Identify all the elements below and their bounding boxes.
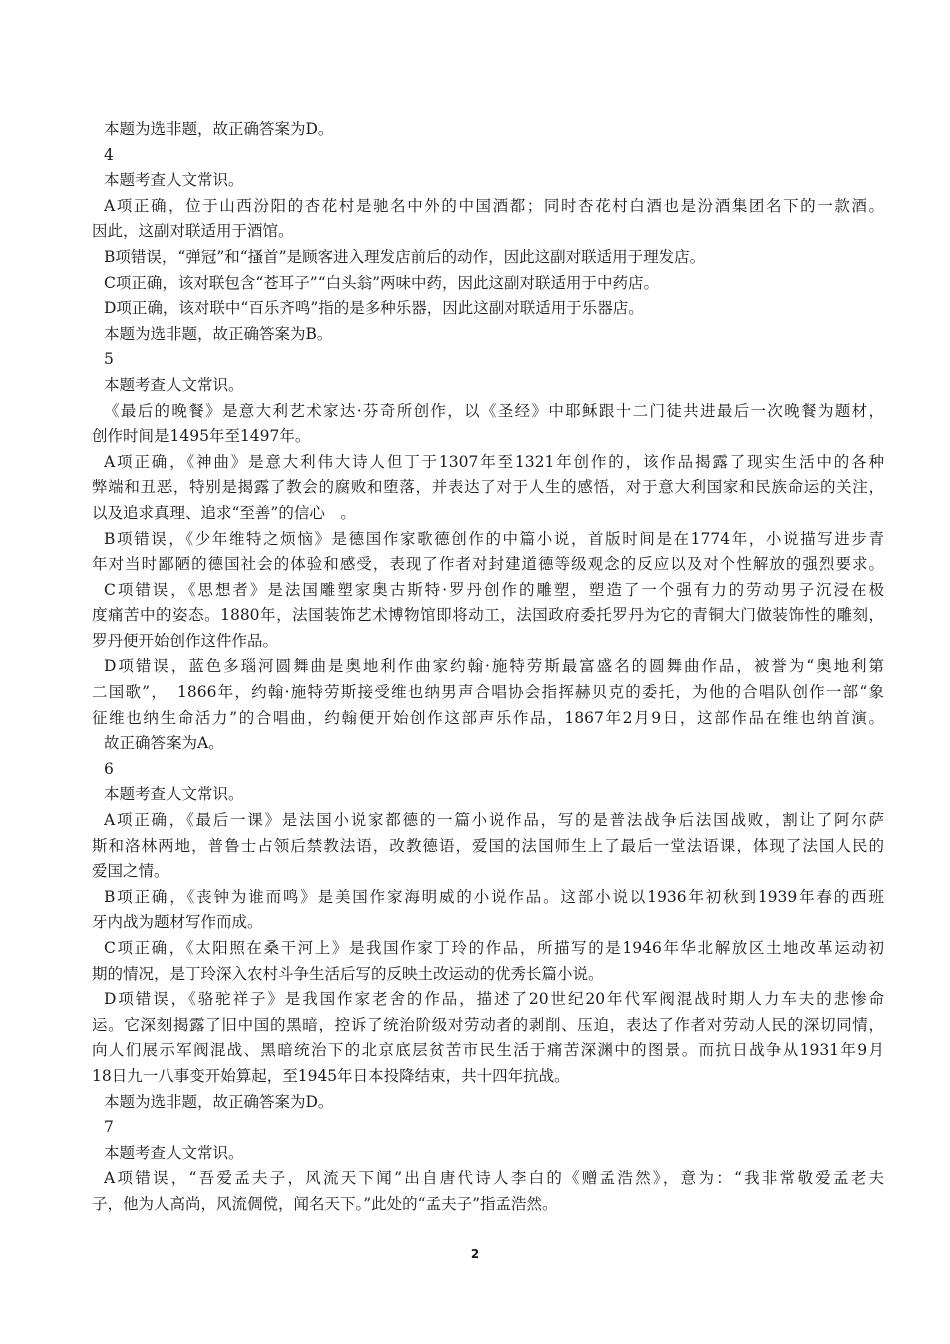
text-line: 弊端和丑恶，特别是揭露了教会的腐败和堕落，并表达了对于人生的感悟，对于意大利国家和民族命运的关注， xyxy=(92,478,884,497)
page-number: 2 xyxy=(470,1247,480,1261)
text-line: 因此，这副对联适用于酒馆。 xyxy=(92,222,294,241)
text-line: A项错误，“吾爱孟夫子，风流天下闻”出自唐代诗人李白的《赠孟浩然》，意为：“我非常敬爱孟老夫 xyxy=(104,1169,884,1188)
text-line: 18日九一八事变开始算起，至1945年日本投降结束，共十四年抗战。 xyxy=(92,1066,570,1085)
text-line: 7 xyxy=(104,1118,114,1137)
text-line: 爱国之情。 xyxy=(92,862,170,881)
text-line: 子，他为人高尚，风流倜傥，闻名天下。”此处的“孟夫子”指孟浩然。 xyxy=(92,1194,558,1213)
text-line: 本题为选非题，故正确答案为B。 xyxy=(104,324,333,343)
text-line: 本题考查人文常识。 xyxy=(104,1143,244,1162)
text-line: 年对当时鄙陋的德国社会的体验和感受，表现了作者对封建道德等级观念的反应以及对个性解放的强烈要求。 xyxy=(92,555,884,574)
text-line: D项错误，蓝色多瑙河圆舞曲是奥地利作曲家约翰·施特劳斯最富盛名的圆舞曲作品，被誉为“奥地利第 xyxy=(104,657,884,676)
text-line: A项正确，位于山西汾阳的杏花村是驰名中外的中国酒都；同时杏花村白酒也是汾酒集团名下的一款酒。 xyxy=(104,196,884,215)
text-line: 征维也纳生命活力”的合唱曲，约翰便开始创作这部声乐作品，1867年2月9日，这部作品在维也纳首演。 xyxy=(92,708,884,727)
text-line: 创作时间是1495年至1497年。 xyxy=(92,427,311,446)
text-line: 本题考查人文常识。 xyxy=(104,785,244,804)
text-line: 故正确答案为A。 xyxy=(104,734,224,753)
text-line: C项正确，该对联包含“苍耳子”“白头翁”两味中药，因此这副对联适用于中药店。 xyxy=(104,273,660,292)
text-line: A项正确，《最后一课》是法国小说家都德的一篇小说作品，写的是普法战争后法国战败，割让了阿尔萨 xyxy=(104,811,884,830)
text-line: 牙内战为题材写作而成。 xyxy=(92,913,263,932)
text-line: 6 xyxy=(104,759,114,778)
text-line: 本题考查人文常识。 xyxy=(104,171,244,190)
text-line: B项正确，《丧钟为谁而鸣》是美国作家海明威的小说作品。这部小说以1936年初秋到1939年春的西班 xyxy=(104,887,884,906)
text-line: 5 xyxy=(104,350,114,369)
text-line: B项错误，“弹冠”和“搔首”是顾客进入理发店前后的动作，因此这副对联适用于理发店。 xyxy=(104,247,706,266)
text-line: 期的情况，是丁玲深入农村斗争生活后写的反映土改运动的优秀长篇小说。 xyxy=(92,964,604,983)
text-line: C项正确，《太阳照在桑干河上》是我国作家丁玲的作品，所描写的是1946年华北解放区土地改革运动初 xyxy=(104,939,884,957)
document-body xyxy=(92,117,884,1218)
text-line: 向人们展示军阀混战、黑暗统治下的北京底层贫苦市民生活于痛苦深渊中的图景。而抗日战争从1931年9月 xyxy=(92,1041,884,1060)
text-line: 本题为选非题，故正确答案为D。 xyxy=(104,120,334,138)
text-line: 本题为选非题，故正确答案为D。 xyxy=(104,1092,334,1111)
text-line: 以及追求真理、追求“至善”的信心 。 xyxy=(92,503,356,522)
text-line: C项错误，《思想者》是法国雕塑家奥古斯特·罗丹创作的雕塑，塑造了一个强有力的劳动男子沉浸在极 xyxy=(104,580,884,599)
text-line: B项错误，《少年维特之烦恼》是德国作家歌德创作的中篇小说，首版时间是在1774年，小说描写进步青 xyxy=(104,529,884,548)
text-line: D项正确，该对联中“百乐齐鸣”指的是多种乐器，因此这副对联适用于乐器店。 xyxy=(104,299,644,318)
text-line: 《最后的晚餐》是意大利艺术家达·芬奇所创作，以《圣经》中耶稣跟十二门徒共进最后一次晚餐为题材， xyxy=(104,401,884,420)
text-line: 罗丹便开始创作这件作品。 xyxy=(92,631,279,650)
text-line: 斯和洛林两地，普鲁士占领后禁教法语，改教德语，爱国的法国师生上了最后一堂法语课，体现了法国人民的 xyxy=(92,836,884,855)
text-line: 二国歌”， 1866年，约翰·施特劳斯接受维也纳男声合唱协会指挥赫贝克的委托，为他的合唱队创作一部“象 xyxy=(92,683,884,702)
text-line: 度痛苦中的姿态。1880年，法国装饰艺术博物馆即将动工，法国政府委托罗丹为它的青铜大门做装饰性的雕刻， xyxy=(92,606,884,625)
text-line: A项正确，《神曲》是意大利伟大诗人但丁于1307年至1321年创作的，该作品揭露了现实生活中的各种 xyxy=(104,452,884,471)
text-line: 4 xyxy=(104,145,114,164)
text-line: 运。它深刻揭露了旧中国的黑暗，控诉了统治阶级对劳动者的剥削、压迫，表达了作者对劳动人民的深切同情， xyxy=(92,1015,884,1034)
text-line: 本题考查人文常识。 xyxy=(104,375,244,394)
text-line: D项错误，《骆驼祥子》是我国作家老舍的作品，描述了20世纪20年代军阀混战时期人力车夫的悲惨命 xyxy=(104,990,884,1009)
